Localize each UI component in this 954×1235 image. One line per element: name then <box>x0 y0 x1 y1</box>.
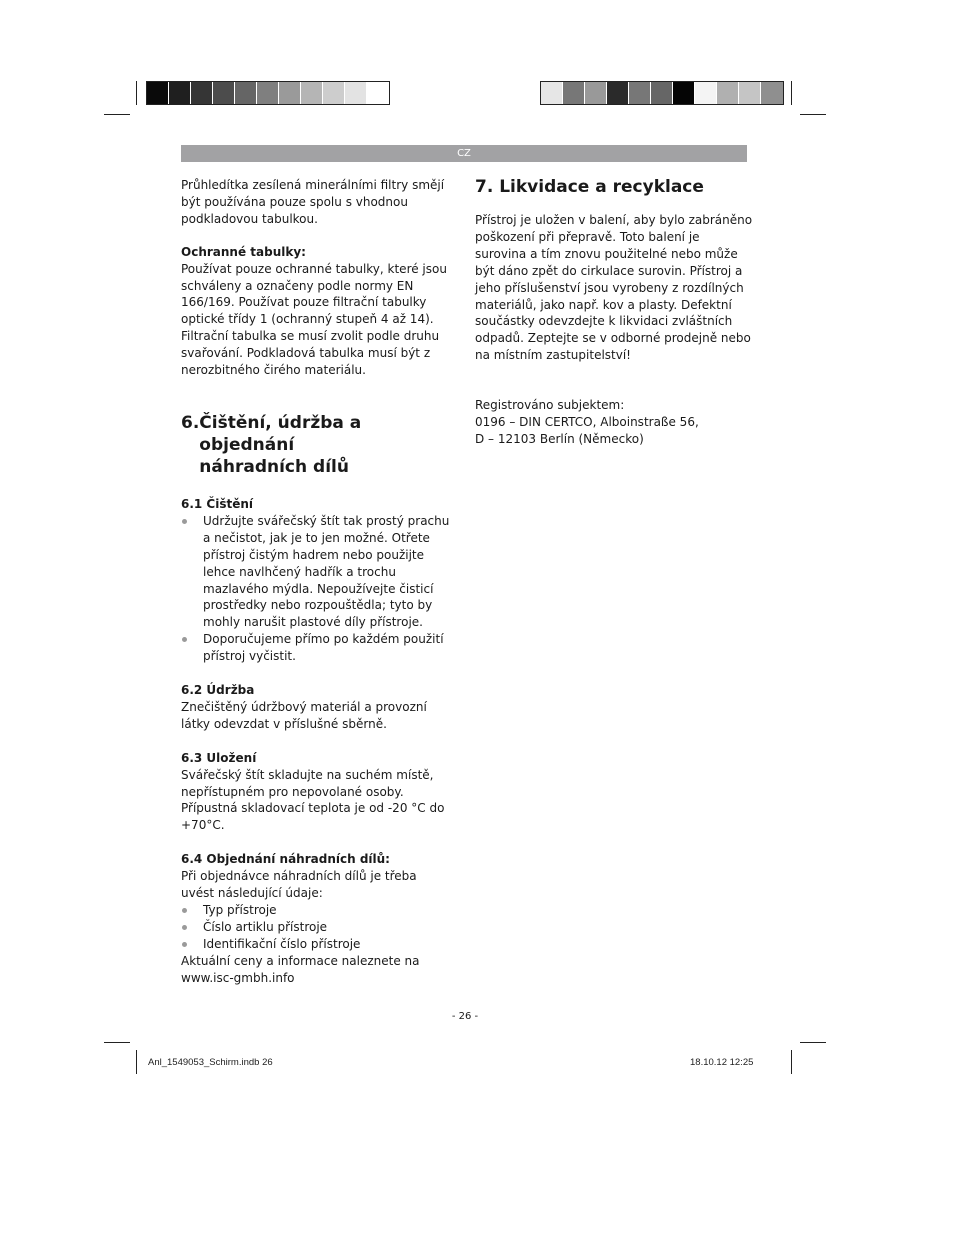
s64-url: www.isc-gmbh.info <box>181 970 295 985</box>
s61-heading: 6.1 Čištění <box>181 496 254 511</box>
section6-title-line1: Čištění, údržba a objednání <box>199 412 362 455</box>
s61-list <box>181 513 453 665</box>
color-swatch <box>607 82 629 104</box>
color-swatch <box>585 82 607 104</box>
section7-text: Přístroj je uložen v balení, aby bylo zabráněno poškození při přepravě. Toto balení je surovina a tím znovu použitelné nebo může být dáno zpět do cirkulace surovin. Přístroj a jeho příslušenství jsou vyrobeny z rozdílných materiálů, jako např. kov a plasty. Defektní součástky odevzdejte k likvidaci zvláštních odpadů. Zeptejte se v odborné prodejně nebo na místním zastupitelství! <box>475 213 753 363</box>
s64-prices: Aktuální ceny a informace naleznete na <box>181 953 420 968</box>
list-item: Udržujte svářečský štít tak prostý prachu a nečistot, jak je to jen možné. Otřete přístroj čistým hadrem nebo použijte lehce navlhčený hadřík a trochu mazlavého mýdla. Nepoužívejte čisticí prostředky nebo rozpouštědla; tyto by mohly narušit plastové díly přístroje. <box>181 513 453 631</box>
color-swatch <box>673 82 695 104</box>
s64-text: Při objednávce náhradních dílů je třeba uvést následující údaje: <box>181 869 417 901</box>
list-item: Typ přístroje <box>181 902 453 919</box>
s62-heading: 6.2 Údržba <box>181 683 255 698</box>
color-swatch <box>147 82 169 104</box>
color-swatch <box>563 82 585 104</box>
language-code: CZ <box>457 148 471 159</box>
list-item: Doporučujeme přímo po každém použití přístroj vyčistit. <box>181 631 453 665</box>
s62-text: Znečištěný údržbový materiál a provozní látky odevzdat v příslušné sběrně. <box>181 699 427 731</box>
registered-line1: 0196 – DIN CERTCO, Alboinstraße 56, <box>475 415 699 430</box>
color-swatch <box>717 82 739 104</box>
list-item: Identifikační číslo přístroje <box>181 936 453 953</box>
list-item: Číslo artiklu přístroje <box>181 919 453 936</box>
intro-text: Průhledítka zesílená minerálními filtry smějí být používána pouze spolu s vhodnou podkladovou tabulkou. <box>181 178 445 226</box>
s63-text: Svářečský štít skladujte na suchém místě, nepřístupném pro nepovolané osoby. Přípustná skladovací teplota je od -20 °C do +70°C. <box>181 767 445 833</box>
color-swatch <box>301 82 323 104</box>
color-swatch <box>345 82 367 104</box>
language-bar <box>181 145 747 162</box>
right-column <box>475 176 753 448</box>
crop-mark-top-left-h <box>104 114 130 115</box>
page-number: - 26 - <box>451 1011 479 1022</box>
protective-heading: Ochranné tabulky: <box>181 244 306 259</box>
color-swatch <box>235 82 257 104</box>
color-swatch <box>367 82 389 104</box>
color-swatch <box>257 82 279 104</box>
date-time: 18.10.12 12:25 <box>690 1057 754 1068</box>
registered-line2: D – 12103 Berlín (Německo) <box>475 431 644 446</box>
s63-heading: 6.3 Uložení <box>181 750 257 765</box>
color-swatch <box>651 82 673 104</box>
s64-heading: 6.4 Objednání náhradních dílů: <box>181 852 390 867</box>
left-color-bar <box>146 81 390 105</box>
crop-mark-top-left-v <box>136 81 137 105</box>
color-swatch <box>541 82 563 104</box>
s64-list <box>181 902 453 953</box>
right-color-bar <box>540 81 784 105</box>
section7-title: 7. Likvidace a recyklace <box>475 177 704 197</box>
file-info: Anl_1549053_Schirm.indb 26 <box>148 1057 273 1068</box>
crop-mark-bottom-left-v <box>136 1050 137 1074</box>
crop-mark-bottom-right-h <box>800 1042 826 1043</box>
color-swatch <box>191 82 213 104</box>
crop-mark-bottom-right-v <box>791 1050 792 1074</box>
crop-mark-top-right-v <box>791 81 792 105</box>
color-swatch <box>739 82 761 104</box>
registered-label: Registrováno subjektem: <box>475 398 625 413</box>
crop-mark-top-right-h <box>800 114 826 115</box>
color-swatch <box>761 82 783 104</box>
section6-heading <box>181 412 453 478</box>
color-swatch <box>169 82 191 104</box>
crop-mark-bottom-left-h <box>104 1042 130 1043</box>
color-swatch <box>279 82 301 104</box>
protective-text: Používat pouze ochranné tabulky, které jsou schváleny a označeny podle normy EN 166/169. Používat pouze filtrační tabulky optické třídy 1 (ochranný stupeň 4 až 14). Filtrační tabulka se musí zvolit podle druhu svařování. Podkladová tabulka musí být z nerozbitného čirého materiálu. <box>181 261 447 378</box>
section6-number: 6. <box>181 412 200 433</box>
section6-title-line2: náhradních dílů <box>199 456 349 477</box>
color-swatch <box>629 82 651 104</box>
left-column <box>181 177 453 987</box>
color-swatch <box>695 82 717 104</box>
color-swatch <box>323 82 345 104</box>
color-swatch <box>213 82 235 104</box>
